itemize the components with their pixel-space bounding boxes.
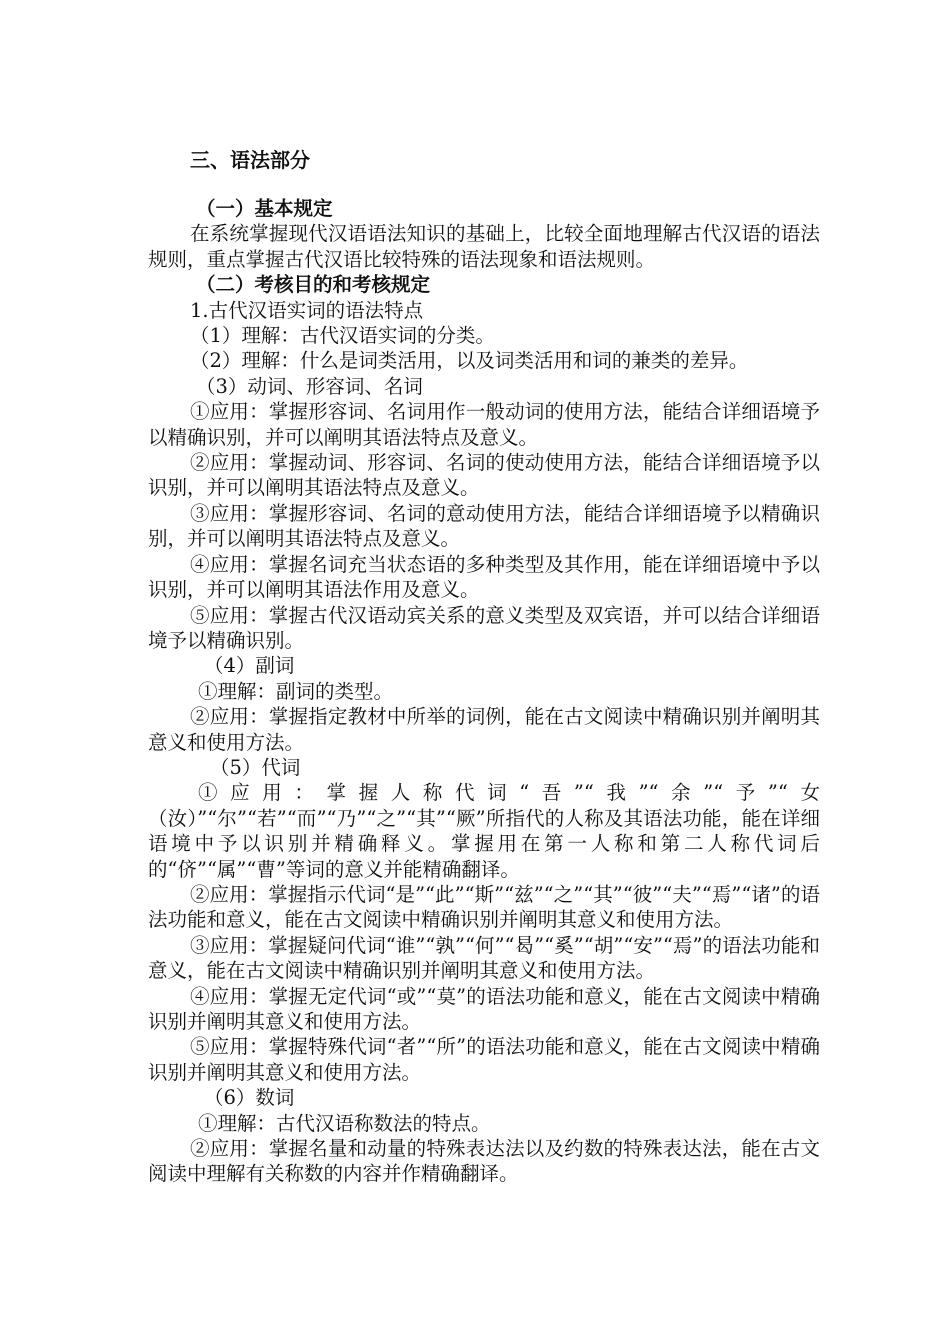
section-title: 三、语法部分 bbox=[190, 148, 310, 172]
paragraph: ④应用：掌握无定代词“或”“莫”的语法功能和意义，能在古文阅读中精确识别并阐明其意义和使用方法。 bbox=[148, 984, 820, 1033]
paragraph: ②应用：掌握名量和动量的特殊表达法以及约数的特殊表达法，能在古文阅读中理解有关称数的内容并作精确翻译。 bbox=[148, 1137, 820, 1186]
paragraph: ③应用：掌握形容词、名词的意动使用方法，能结合详细语境予以精确识别，并可以阐明其语法特点及意义。 bbox=[148, 501, 820, 551]
paragraph: （2）理解：什么是词类活用，以及词类活用和词的兼类的差异。 bbox=[190, 349, 749, 373]
paragraph: ①理解：副词的类型。 bbox=[198, 679, 394, 703]
paragraph: ①应用：掌握形容词、名词用作一般动词的使用方法，能结合详细语境予以精确识别，并可以阐明其语法特点及意义。 bbox=[148, 400, 820, 449]
paragraph: 在系统掌握现代汉语语法知识的基础上，比较全面地理解古代汉语的语法规则，重点掌握古代汉语比较特殊的语法现象和语法规则。 bbox=[148, 222, 820, 271]
paragraph: ⑤应用：掌握特殊代词“者”“所”的语法功能和意义，能在古文阅读中精确识别并阐明其意义和使用方法。 bbox=[148, 1035, 820, 1084]
paragraph: （4）副词 bbox=[204, 654, 295, 678]
paragraph: ②应用：掌握动词、形容词、名词的使动使用方法，能结合详细语境予以识别，并可以阐明其语法特点及意义。 bbox=[148, 451, 820, 500]
paragraph: （5）代词 bbox=[210, 755, 301, 779]
subsection-heading: （一）基本规定 bbox=[196, 197, 333, 220]
paragraph: 1.古代汉语实词的语法特点 bbox=[190, 298, 424, 322]
paragraph: （3）动词、形容词、名词 bbox=[196, 374, 423, 398]
paragraph: ②应用：掌握指定教材中所举的词例，能在古文阅读中精确识别并阐明其意义和使用方法。 bbox=[148, 705, 820, 754]
paragraph: ⑤应用：掌握古代汉语动宾关系的意义类型及双宾语，并可以结合详细语境予以精确识别。 bbox=[148, 603, 820, 652]
paragraph: ③应用：掌握疑问代词“谁”“孰”“何”“曷”“奚”“胡”“安”“焉”的语法功能和意义，能在古文阅读中精确识别并阐明其意义和使用方法。 bbox=[148, 933, 820, 983]
subsection-heading: （二）考核目的和考核规定 bbox=[196, 273, 431, 297]
paragraph: （6）数词 bbox=[204, 1086, 295, 1110]
paragraph: ④应用：掌握名词充当状态语的多种类型及其作用，能在详细语境中予以识别，并可以阐明其语法作用及意义。 bbox=[148, 552, 820, 602]
paragraph: ②应用：掌握指示代词“是”“此”“斯”“兹”“之”“其”“彼”“夫”“焉”“诸”的语法功能和意义，能在古文阅读中精确识别并阐明其意义和使用方法。 bbox=[148, 882, 820, 932]
document-body bbox=[148, 196, 820, 1187]
paragraph: （1）理解：古代汉语实词的分类。 bbox=[190, 324, 495, 348]
paragraph: ①应用：掌握人称代词“吾”“我”“余”“予”“女（汝）”“尔”“若”“而”“乃”“之”“其”“厥”所指代的人称及其语法功能，能在详细语境中予以识别并精确释义。掌握用在第一人称和第二人称代词后的“侪”“属”“曹”等词的意义并能精确翻译。 bbox=[148, 781, 820, 881]
paragraph: ①理解：古代汉语称数法的特点。 bbox=[198, 1111, 491, 1135]
